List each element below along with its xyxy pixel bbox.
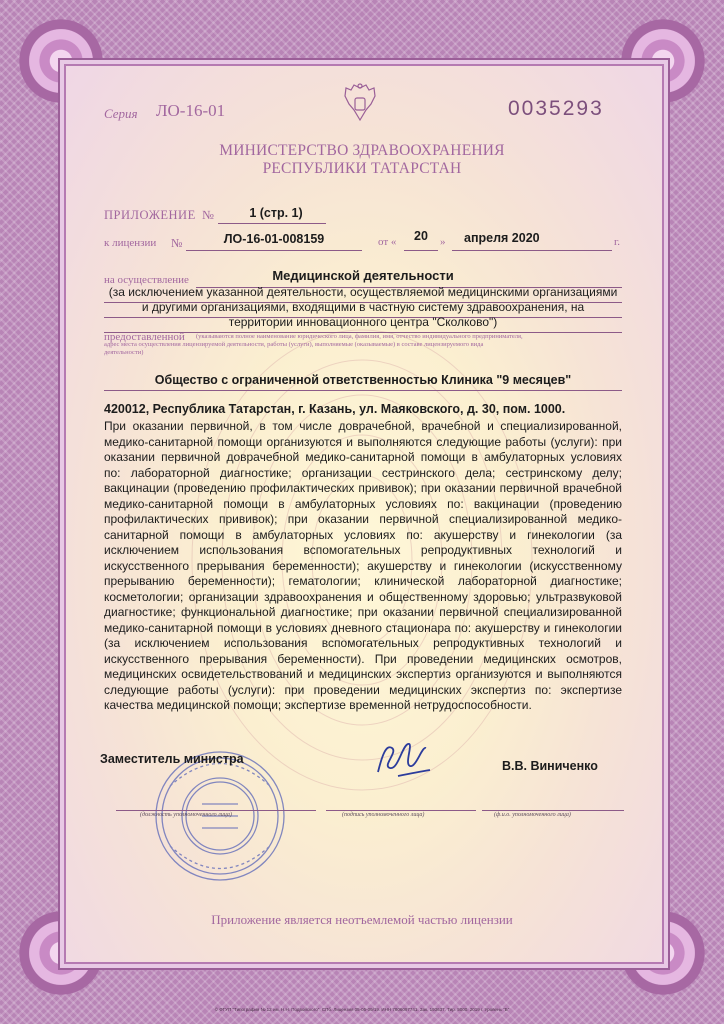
services-text: При оказании первичной, в том числе доврачебной, врачебной и специализированной, медико-санитарной помощи организуются и выполняются следующие работы (услуги): при оказании первичной доврачебной медико-санитарной помощи в амбулаторных условиях по: лабораторной диагностике; организации сестринского дела; сестринскому делу; вакцинации (проведению профилактических прививок); при оказании первичной врачебной медико-санитарной помощи в амбулаторных условиях по: вакцинации (проведению профилактических прививок); при оказании первичной специализированной медико-санитарной помощи в амбулаторных условиях по: акушерству и гинекологии (за исключением использования вспомогательных репродуктивных технологий и искусственного прерывания беременности); акушерству и гинекологии (искусственному прерыванию беременности); гематологии; клинической лабораторной диагностике; косметологии; организации здравоохранения и общественному здоровью; ультразвуковой диагностике; функциональной диагностике; при оказании первичной специализированной медико-санитарной помощи в условиях дневного стационара по: акушерству и гинекологии (за исключением использования вспомогательных репродуктивных технологий и искусственного прерывания беременности). При проведении медицинских осмотров, медицинских освидетельствований и медицинских экспертиз организуются и выполняются следующие работы (услуги): при проведении медицинских экспертиз по: экспертизе качества медицинской помощи; экспертизе временной нетрудоспособности. (104, 419, 622, 712)
appendix-no-sign: № (202, 208, 214, 222)
activity-label: на осуществление (104, 274, 189, 286)
printer-imprint: © ФГУП "Типография № 12 им. Н.Н. Подвойского", СПб. Лицензия 05-05-09/19. ИНН 7806097741. Зак. 193637. Тир. 5000. 2019 г. Уровень "Б" (214, 1007, 510, 1012)
signature-position-line (116, 810, 316, 811)
granted-note-line3: деятельности) (104, 349, 144, 356)
activity-line: и другими организациями, входящими в частную систему здравоохранения, на (141, 300, 585, 314)
organization-underline (104, 390, 622, 391)
signatory-name: В.В. Виниченко (502, 759, 598, 773)
document-number: 0035293 (508, 97, 604, 120)
appendix-underline (218, 223, 326, 224)
appendix-label: ПРИЛОЖЕНИЕ (104, 208, 196, 222)
granted-note (104, 333, 624, 357)
activity-line: территории инновационного центра "Сколково") (228, 315, 498, 329)
caption-name: (ф.и.о. уполномоченного лица) (494, 812, 571, 818)
license-number: ЛО-16-01-008159 (223, 232, 325, 246)
license-no-sign: № (171, 236, 183, 250)
license-day: 20 (414, 229, 428, 243)
license-date-underline (452, 250, 612, 251)
license-day-underline (404, 250, 438, 251)
license-day-close: » (440, 236, 446, 248)
ministry-title-line1: МИНИСТЕРСТВО ЗДРАВООХРАНЕНИЯ (219, 142, 505, 159)
series-label: Серия (104, 106, 138, 121)
granted-note-line2: адрес места осуществления лицензируемой деятельности, работы (услуги), выполняемые (оказываемые) в составе лицензируемого вида (104, 341, 484, 348)
organization-name: Общество с ограниченной ответственностью Клиника "9 месяцев" (154, 373, 572, 387)
appendix-value: 1 (стр. 1) (249, 206, 303, 220)
signature-sign-line (326, 810, 476, 811)
signature-name-line (482, 810, 624, 811)
caption-position: (должность уполномоченного лица) (140, 812, 232, 818)
license-year-suffix: г. (614, 236, 621, 248)
activity-title: Медицинской деятельности (272, 268, 454, 283)
activity-line: (за исключением указанной деятельности, осуществляемой медицинскими организациями (108, 285, 618, 299)
coat-of-arms-icon (340, 82, 380, 124)
activity-description (96, 285, 630, 330)
license-month-year: апреля 2020 (464, 231, 540, 245)
ministry-title-line2: РЕСПУБЛИКИ ТАТАРСТАН (262, 160, 462, 177)
ministry-title (62, 142, 662, 178)
signatory-position: Заместитель министра (100, 752, 244, 766)
footer-note: Приложение является неотъемлемой частью лицензии (211, 912, 513, 927)
handwritten-signature (368, 736, 438, 784)
license-label: к лицензии (104, 237, 157, 249)
license-number-underline (186, 250, 362, 251)
series-value: ЛО-16-01 (156, 101, 226, 120)
granted-label: предоставленной (104, 331, 185, 343)
address: 420012, Республика Татарстан, г. Казань, ул. Маяковского, д. 30, пом. 1000. (104, 402, 566, 416)
license-from-label: от « (378, 236, 397, 248)
caption-signature: (подпись уполномоченного лица) (342, 812, 425, 818)
granted-note-line1: (указываются полное наименование юридического лица, фамилия, имя, отчество индивидуального предпринимателя, (196, 333, 523, 340)
